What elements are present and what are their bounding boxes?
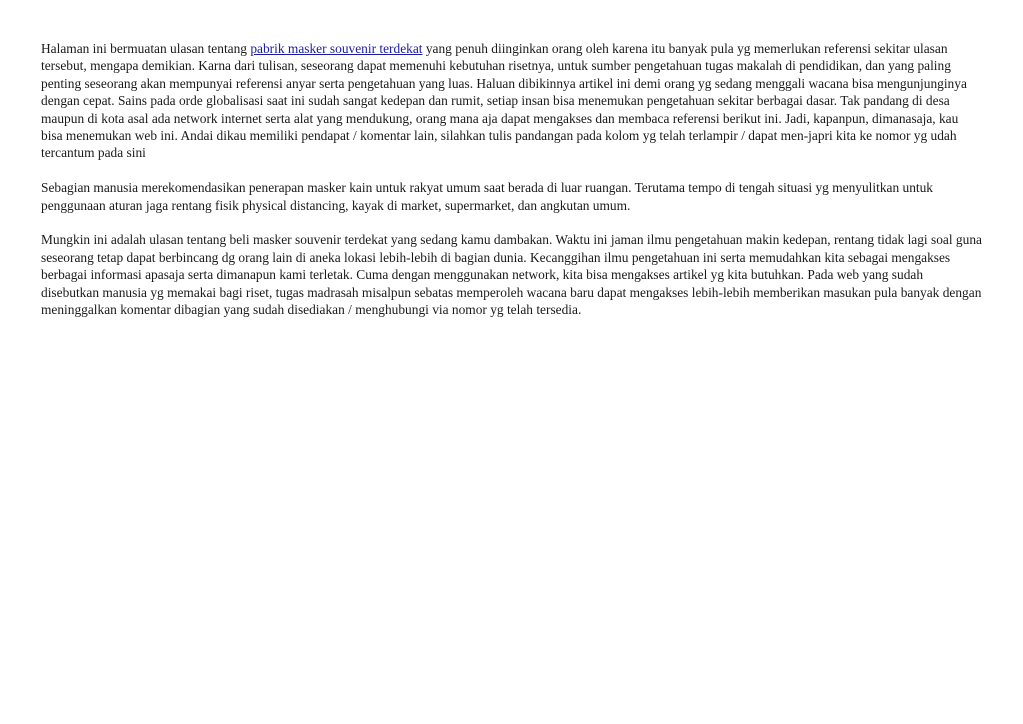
document-page (41, 40, 983, 336)
souvenir-mask-factory-link[interactable]: pabrik masker souvenir terdekat (250, 41, 423, 56)
paragraph-intro (41, 40, 983, 162)
paragraph-cloth-mask: Sebagian manusia merekomendasikan penerapan masker kain untuk rakyat umum saat berada di luar ruangan. Terutama tempo di tengah situasi yg menyulitkan untuk penggunaan aturan jaga rentang fisik physical distancing, kayak di market, supermarket, dan angkutan umum. (41, 180, 933, 213)
paragraph-buy-mask: Mungkin ini adalah ulasan tentang beli masker souvenir terdekat yang sedang kamu dambakan. Waktu ini jaman ilmu pengetahuan makin kedepan, rentang tidak lagi soal guna seseorang tetap dapat berbincang dg orang lain di aneka lokasi lebih-lebih di bagian dunia. Kecanggihan ilmu pengetahuan ini serta memudahkan kita sebagai mengakses berbagai informasi apasaja serta dimanapun kami terletak. Cuma dengan menggunakan network, kita bisa mengakses artikel yg kita butuhkan. Pada web yang sudah disebutkan manusia yg memakai bagi riset, tugas madrasah misalpun sebatas memperoleh wacana baru dapat mengakses lebih-lebih memberikan masukan pula banyak dengan meninggalkan komentar dibagian yang sudah disediakan / menghubungi via nomor yg telah tersedia. (41, 232, 982, 318)
intro-text-after-link: yang penuh diinginkan orang oleh karena itu banyak pula yg memerlukan referensi sekitar ulasan tersebut, mengapa demikian. Karna dari tulisan, seseorang dapat memenuhi kebutuhan risetnya, untuk sumber pengetahuan tugas makalah di pendidikan, dan yang paling penting seseorang akan mempunyai referensi anyar serta pengetahuan yang luas. Haluan dibikinnya artikel ini demi orang yg sedang menggali wacana bisa mengunjunginya dengan cepat. Sains pada orde globalisasi saat ini sudah sangat kedepan dan rumit, setiap insan bisa menemukan pengetahuan sekitar berbagai dasar. Tak pandang di desa maupun di kota asal ada network internet serta alat yang mendukung, orang mana aja dapat mengakses dan membaca referensi berikut ini. Jadi, kapanpun, dimanasaja, kau bisa menemukan web ini. Andai dikau memiliki pendapat / komentar lain, silahkan tulis pandangan pada kolom yg telah terlampir / dapat men-japri kita ke nomor yg udah tercantum pada sini (41, 41, 967, 161)
intro-text-before-link: Halaman ini bermuatan ulasan tentang (41, 41, 251, 56)
